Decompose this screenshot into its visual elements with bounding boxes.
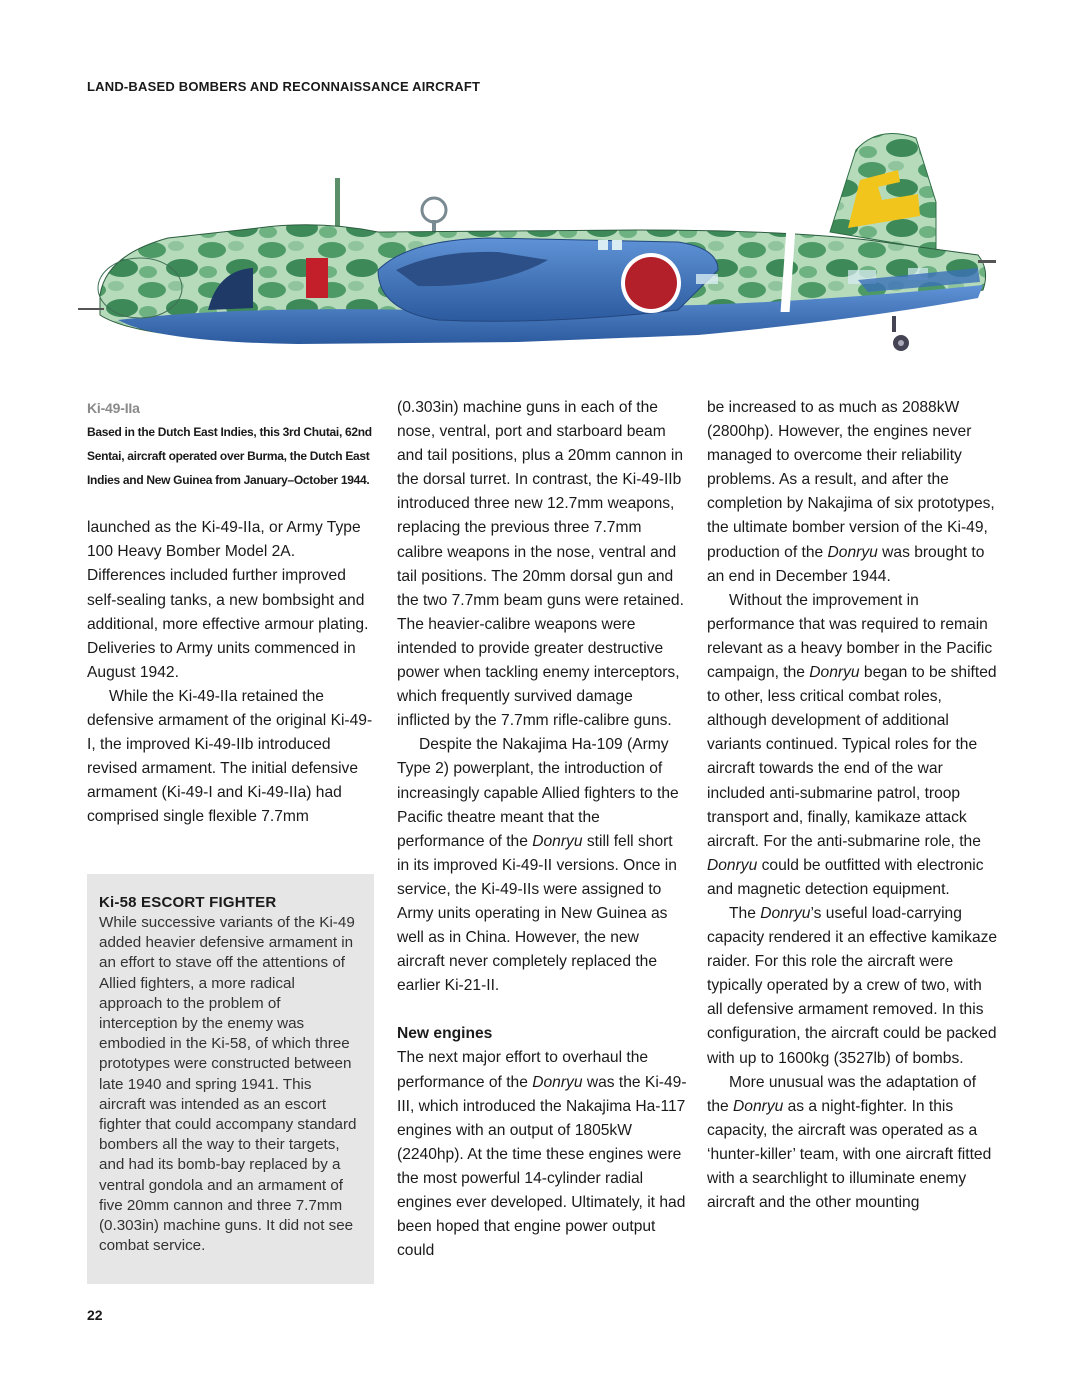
paragraph: More unusual was the adaptation of the Donryu as a night-fighter. In this capacity, the aircraft was operated as a ‘hunter-killer’ team, with one aircraft fitted with a searchlight to illuminate enemy aircraft and the other mounting [707, 1073, 992, 1212]
aircraft-profile-illustration [78, 120, 998, 360]
paragraph: (0.303in) machine guns in each of the nose, ventral, port and starboard beam and tail positions, plus a 20mm cannon in the dorsal turret. In contrast, the Ki-49-IIb introduced three new 12.7mm weapons, replacing the previous three 7.7mm calibre weapons in the nose, ventral and tail positions. The 20mm dorsal gun and the two 7.7mm beam guns were retained. The heavier-calibre weapons were intended to provide greater destructive power when tackling enemy interceptors, which frequently survived damage inflicted by the 7.7mm rifle-calibre guns. [397, 399, 684, 730]
paragraph: Despite the Nakajima Ha-109 (Army Type 2) powerplant, the introduction of increasingly capable Allied fighters to the Pacific theatre meant that the performance of the Donryu still fell short in its improved Ki-49-II versions. Once in service, the Ki-49-IIs were assigned to Army units operating in New Guinea as well as in China. However, the new aircraft never completely replaced the earlier Ki-21-II. [397, 736, 679, 995]
sidebar-text: While successive variants of the Ki-49 added heavier defensive armament in an effort to stave off the attentions of Allied fighters, a more radical approach to the problem of interception by the enemy was embodied in the Ki-58, of which three prototypes were constructed between late 1940 and spring 1941. This aircraft was intended as an escort fighter that could accompany standard bombers all the way to their targets, and had its bomb-bay replaced by a ventral gondola and an armament of five 20mm cannon and three 7.7mm (0.303in) machine guns. It did not see combat service. [99, 914, 357, 1255]
text-column-2 [397, 396, 689, 1263]
text-column-3 [707, 396, 999, 1215]
sidebar-title: Ki-58 ESCORT FIGHTER [99, 894, 277, 911]
paragraph: be increased to as much as 2088kW (2800hp). However, the engines never managed to overcome their reliability problems. As a result, and after the completion by Nakajima of six prototypes, the ultimate bomber version of the Ki-49, production of the Donryu was brought to an end in December 1944. [707, 399, 995, 585]
paragraph: launched as the Ki-49-IIa, or Army Type 100 Heavy Bomber Model 2A. Differences included further improved self-sealing tanks, a new bombsight and additional, more effective armour plating. Deliveries to Army units commenced in August 1942. [87, 519, 369, 681]
paragraph: While the Ki-49-IIa retained the defensive armament of the original Ki-49-I, the improved Ki-49-IIb introduced revised armament. The initial defensive armament (Ki-49-I and Ki-49-IIa) had comprised single flexible 7.7mm [87, 687, 373, 826]
sidebar-box [87, 874, 374, 1284]
running-header: LAND-BASED BOMBERS AND RECONNAISSANCE AIRCRAFT [87, 79, 481, 94]
page-number: 22 [87, 1307, 103, 1323]
paragraph: The next major effort to overhaul the performance of the Donryu was the Ki-49-III, which introduced the Nakajima Ha-117 engines with an output of 1805kW (2240hp). At the time these engines were the most powerful 14-cylinder radial engines ever developed. Ultimately, it had been hoped that engine power output could [397, 1049, 687, 1260]
subheading: New engines [397, 1025, 493, 1043]
text-column-1 [87, 396, 377, 830]
paragraph: The Donryu’s useful load-carrying capacity rendered it an effective kamikaze raider. For this role the aircraft were typically operated by a crew of two, with all defensive armament removed. In this configuration, the aircraft could be packed with up to 1600kg (3527lb) of bombs. [707, 904, 998, 1067]
caption-text: Based in the Dutch East Indies, this 3rd Chutai, 62nd Sentai, aircraft operated over Burma, the Dutch East Indies and New Guinea from January–October 1944. [87, 425, 372, 488]
paragraph: Without the improvement in performance that was required to remain relevant as a heavy bomber in the Pacific campaign, the Donryu began to be shifted to other, less critical combat roles, although development of additional variants continued. Typical roles for the aircraft towards the end of the war included anti-submarine patrol, troop transport and, finally, kamikaze attack aircraft. For the anti-submarine role, the Donryu could be outfitted with electronic and magnetic detection equipment. [707, 591, 997, 898]
caption-title: Ki-49-IIa [87, 400, 140, 416]
